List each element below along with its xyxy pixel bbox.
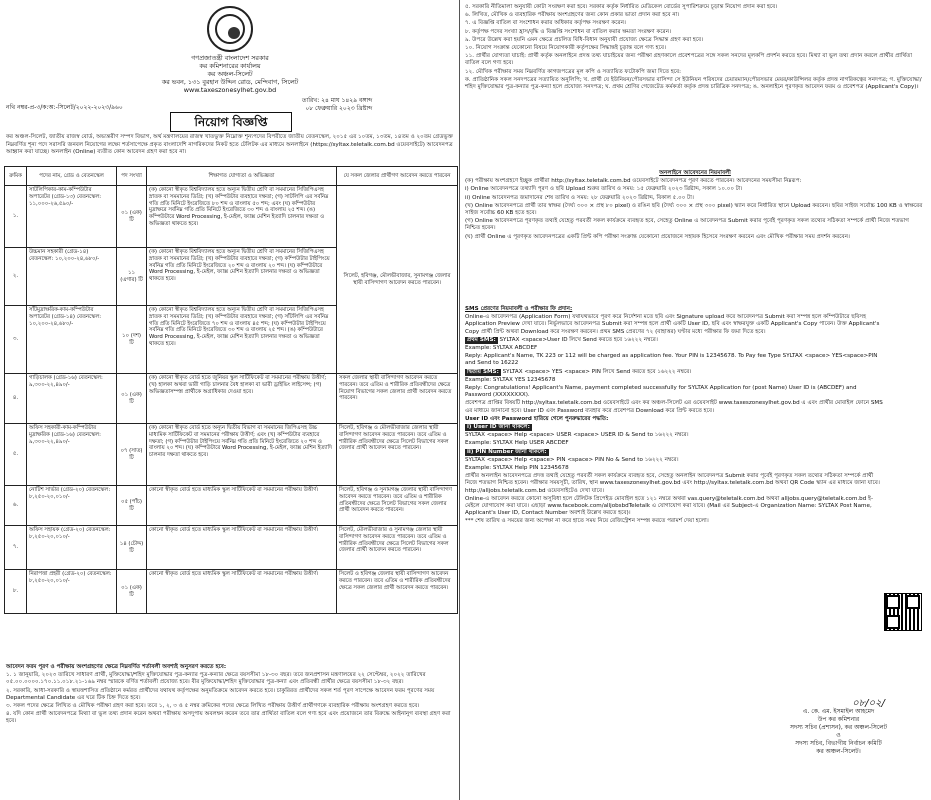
- row-districts: সিলেট, মৌলভীবাজার ও সুনামগঞ্জ জেলার স্থায়ী বাসিন্দাগণ আবেদন করতে পারবেন। তবে এতিম ও শারীরিক প্রতিবন্ধীদের ক্ষেত্রে সিলেট বিভাগের সকল জেলার প্রার্থী আবেদন করতে পারবেন।: [337, 526, 458, 570]
- row-qualification: (ক) কোনো স্বীকৃত বিশ্ববিদ্যালয় হতে অন্যূন দ্বিতীয় শ্রেণি বা সমমানের সিজিপিএসহ স্নাতক বা সমমানের ডিগ্রি; (খ) কম্পিউটার ব্যবহারে দক্ষতা; (গ) কম্পিউটার টাইপিংয়ে সর্বনিম্ন গতি প্রতি মিনিটে ইংরেজিতে ২০ শব্দ ও বাংলায় ২০ শব্দ। (ঘ) কম্পিউটারে Word Processing, ই-মেইল, ফ্যাক্স মেশিন ইত্যাদি চালনার দক্ষতা ও অভিজ্ঞতা থাকতে হবে।: [147, 248, 337, 306]
- term-item: ক. প্রাতিষ্ঠানিক সকল সনদপত্রের সত্যায়িত অনুলিপি; খ. প্রার্থী যে ইউনিয়ন/পৌরসভার বাসিন্দা সে ইউনিয়ন পরিষদের চেয়ারম্যান/পৌরসভার মেয়র/কাউন্সিলর কর্তৃক প্রদত্ত নাগরিকত্বের সনদপত্র; গ. মুক্তিযোদ্ধা/শহিদ মুক্তিযোদ্ধার পুত্র-কন্যার পুত্র-কন্যা হলে প্রযোজ্য সনদপত্র; ঘ. প্রথম শ্রেণির গেজেটেড কর্মকর্তা কর্তৃক প্রদত্ত চারিত্রিক সনদপত্র; ঙ. অনলাইনে পূরণকৃত আবেদন ফরম ও প্রবেশপত্র (Applicant's Copy)।: [465, 76, 922, 91]
- signatory-committee: সদস্য সচিব, বিভাগীয় নির্বাচন কমিটি: [795, 740, 882, 747]
- table-row: [5, 186, 458, 248]
- row-districts: সকল জেলার স্থায়ী বাসিন্দাগণ আবেদন করতে পারবেন। তবে এতিম ও শারীরিক প্রতিবন্ধীদের ক্ষেত্রে নিয়োগ বিভাগের সকল জেলার প্রার্থী আবেদন করতে পারবেন।: [337, 374, 458, 424]
- pin-recovery-command: SYLTAX <space> Help <space> PIN <space> PIN No & Send to ১৬২২২ নম্বরে।: [465, 456, 679, 463]
- conditions-section: [6, 664, 456, 727]
- row-count: ০৫ (পাঁচ) টি: [117, 486, 147, 526]
- general-terms: [465, 4, 925, 92]
- row-count: ১০ (দশ) টি: [117, 306, 147, 374]
- condition-item: ১. ১ জানুয়ারি, ২০২৩ তারিখে সাধারণ প্রার্থী, মুক্তিযোদ্ধা/শহিদ মুক্তিযোদ্ধার পুত্র-কন্যার পুত্র-কন্যার ক্ষেত্রে বয়সসীমা ১৮-৩০ বছর। তবে জনপ্রশাসন মন্ত্রণালয়ের ২২ সেপ্টেম্বর, ২০২২ তারিখের ০৫.০০.০০০০.১৭০.১১.০১৮.২১-১৬৯ নম্বর স্মারকে বর্ণিত শর্তাবলী প্রযোজ্য হবে। বীর মুক্তিযোদ্ধা/শহিদ মুক্তিযোদ্ধার পুত্র-কন্যা এবং প্রতিবন্ধী প্রার্থীর ক্ষেত্রে বয়সসীমা ১৮-৩২ বছর।: [6, 672, 426, 686]
- sms-intro: Online-এ আবেদনপত্র (Application Form) যথাযথভাবে পূরণ করে নির্দেশনা মতে ছবি এবং Signature upload করে আবেদনপত্র Submit করা সম্পন্ন হলে কম্পিউটারে ছবিসহ Application Preview দেখা যাবে। নির্ভুলভাবে আবেদনপত্র Submit করা সম্পন্ন হলে প্রার্থী একটি User ID, ছবি এবং স্বাক্ষরযুক্ত একটি Applicant's Copy পাবেন। উক্ত Applicant's Copy প্রার্থী প্রিন্ট অথবা Download করে সংরক্ষণ করবেন। প্রথম SMS প্রেরণের ৭২ (বাহাত্তর) ঘণ্টার মধ্যে পরীক্ষার ফি জমা দিতে হবে।: [465, 314, 880, 335]
- column-divider: [459, 0, 460, 800]
- term-item: ১০. নিয়োগ সংক্রান্ত যেকোনো বিষয়ে নিয়োগকারী কর্তৃপক্ষের সিদ্ধান্তই চূড়ান্ত বলে গণ্য হবে।: [465, 45, 666, 52]
- row-districts: সিলেট ও হবিগঞ্জ জেলার স্থায়ী বাসিন্দাগণ আবেদন করতে পারবেন। তবে এতিম ও শারীরিক প্রতিবন্ধীদের ক্ষেত্রে সকল জেলার প্রার্থী আবেদন করতে পারবেন।: [337, 570, 458, 614]
- sms-heading: SMS প্রেরণের নিয়মাবলী ও পরীক্ষার ফি প্রদান:: [465, 306, 573, 312]
- condition-item: ২. সরকারি, আধা-সরকারি ও স্বায়ত্তশাসিত প্রতিষ্ঠানে কর্মরত প্রার্থীদের যথাযথ কর্তৃপক্ষের অনুমতিক্রমে আবেদন করতে হবে। চাকুরিরত প্রার্থীদের সকল শর্ত পূরণ সাপেক্ষে আবেদন ফরম পূরণের সময় Departmental Candidate এর ঘরে টিক চিহ্ন দিতে হবে।: [6, 687, 435, 701]
- pin-recovery-example: Example: SYLTAX Help PIN 12345678: [465, 465, 569, 472]
- issue-date: [302, 97, 372, 113]
- row-qualification: (ক) কোনো স্বীকৃত বোর্ড হতে অন্যূন দ্বিতীয় বিভাগ বা সমমানের জিপিএসহ উচ্চ মাধ্যমিক সার্টিফিকেট বা সমমানের পরীক্ষায় উত্তীর্ণ; এবং (খ) কম্পিউটার ব্যবহারে দক্ষতা; (গ) কম্পিউটার টাইপিংয়ে সর্বনিম্ন গতি প্রতি মিনিটে ইংরেজিতে ২০ শব্দ ও বাংলায় ২০ শব্দ। (ঘ) কম্পিউটারে Word Processing, ই-মেইল, ফ্যাক্স মেশিন ইত্যাদি চালনার দক্ষতা থাকতে হবে।: [147, 424, 337, 486]
- signatory-role: সদস্য সচিব (প্রশাসন), কর অঞ্চল-সিলেট: [789, 724, 887, 731]
- row-serial: ৬.: [5, 486, 27, 526]
- table-row: [5, 570, 458, 614]
- row-count: ০১ (এক) টি: [117, 186, 147, 248]
- term-item: ৬. লিখিত, মৌখিক ও ব্যবহারিক পরীক্ষায় অংশগ্রহণের জন্য কোন প্রকার ভাতা প্রদান করা হবে না।: [465, 12, 680, 19]
- issue-date-english: ০৮ ফেব্রুয়ারি ২০২৩ খ্রিষ্টাব্দ: [305, 105, 373, 112]
- second-sms-label: দ্বিতীয় SMS:: [467, 368, 499, 375]
- row-count: ১৪ (চৌদ্দ) টি: [117, 526, 147, 570]
- userid-known-label: i) User ID জানা থাকলে:: [467, 424, 530, 431]
- row-serial: ১.: [5, 186, 27, 248]
- memo-number: নথি নম্বর-প্র-৩/ক:অ:-সিলেট/২০২২-২০২৩/৯৬০: [6, 104, 123, 111]
- col-header-districts: যে সকল জেলার প্রার্থীগণ আবেদন করতে পারবেন: [337, 167, 458, 186]
- row-serial: ৭.: [5, 526, 27, 570]
- signature-block: [751, 700, 926, 756]
- second-sms-example: Example: SYLTAX YES 12345678: [465, 376, 556, 383]
- second-sms-command: SYLTAX <space> YES <space> PIN লিখে Send করতে হবে ১৬২২২ নম্বরে।: [502, 368, 692, 375]
- row-post: সাটলিপিকার-কাম-কম্পিউটার অপারেটর (গ্রেড-১৩) বেতনস্কেল: ১১,০০০-২৬,৫৯০/-: [27, 186, 117, 248]
- govt-name: গণপ্রজাতন্ত্রী বাংলাদেশ সরকার: [191, 54, 269, 62]
- row-post: গাড়িচালক (গ্রেড-১৬) বেতনস্কেল: ৯,৩০০-২২,৪৯০/-: [27, 374, 117, 424]
- row-qualification: কোনো স্বীকৃত বোর্ড হতে মাধ্যমিক স্কুল সার্টিফিকেট বা সমমানের পরীক্ষায় উত্তীর্ণ।: [147, 570, 337, 614]
- intro-paragraph: কর অঞ্চল-সিলেট, জাতীয় রাজস্ব বোর্ড, অভ্যন্তরীণ সম্পদ বিভাগ, অর্থ মন্ত্রণালয়ের রাজস্ব খাতভুক্ত নিম্নোক্ত শূন্যপদের বিপরীতে জাতীয় বেতনস্কেল, ২০১৫ এর ১০তম, ১৩তম, ১৪তম ও ২০তম গ্রেডভুক্ত নিম্নবর্ণিত শূন্য পদে সরাসরি জনবল নিয়োগের লক্ষ্যে শর্তসাপেক্ষে প্রকৃত বাংলাদেশি নাগরিকদের নিকট হতে টেলিটক এর মাধ্যমে অনলাইনে (https://syltax.teletalk.com.bd ওয়েবসাইটে) আবেদনপত্র আহ্বান করা যাচ্ছে। অনলাইন (Online) ব্যতীত কোন আবেদন গ্রহণ করা হবে না।: [6, 134, 454, 155]
- office-website[interactable]: www.taxeszonesylhet.gov.bd: [183, 86, 277, 94]
- row-post: অফিস সহায়ক (গ্রেড-২০) বেতনস্কেল: ৮,২৫০-২০,০১০/-: [27, 526, 117, 570]
- office-zone: কর অঞ্চল-সিলেট: [207, 70, 253, 78]
- row-qualification: কোনো স্বীকৃত বোর্ড হতে মাধ্যমিক স্কুল সার্টিফিকেট বা সমমানের পরীক্ষায় উত্তীর্ণ।: [147, 486, 337, 526]
- row-post: উচ্চমান সহকারী (গ্রেড-১৪) বেতনস্কেল: ১০,২০০-২৪,৬৮০/-: [27, 248, 117, 306]
- row-qualification: কোনো স্বীকৃত বোর্ড হতে মাধ্যমিক স্কুল সার্টিফিকেট বা সমমানের পরীক্ষায় উত্তীর্ণ।: [147, 526, 337, 570]
- row-districts: সিলেট, হবিগঞ্জ ও সুনামগঞ্জ জেলার স্থায়ী বাসিন্দাগণ আবেদন করতে পারবেন। তবে এতিম ও শারীরিক প্রতিবন্ধীদের ক্ষেত্রে সিলেট বিভাগের সকল জেলার প্রার্থী আবেদন করতে পারবেন।: [337, 486, 458, 526]
- term-item: ৭. এ বিজ্ঞপ্তি বাতিল বা সংশোধন করার অধিকার কর্তৃপক্ষ সংরক্ষণ করেন।: [465, 20, 626, 27]
- term-item: ১২. মৌখিক পরীক্ষার সময় নিম্নবর্ণিত কাগজপত্রের মূল কপি ও সত্যায়িত ফটোকপি জমা দিতে হবে:: [465, 68, 682, 75]
- row-post: অফিস সহকারী-কাম-কম্পিউটার মুদ্রাক্ষরিক (গ্রেড-১৬) বেতনস্কেল: ৯,৩০০-২২,৪৯০/-: [27, 424, 117, 486]
- first-sms-label: প্রথম SMS:: [467, 336, 496, 343]
- online-rule: (ক) পরীক্ষায় অংশগ্রহণে ইচ্ছুক প্রার্থীরা http://syltax.teletalk.com.bd ওয়েবসাইটে আবেদনপত্র পূরণ করতে পারবেন। আবেদনের সময়সীমা নিম্নরূপ:: [465, 178, 802, 185]
- row-serial: ৫.: [5, 424, 27, 486]
- office-address: কর ভবন, ১৩১ বুরহান উদ্দিন রোড, মেন্দিবাগ, সিলেট: [161, 78, 299, 86]
- row-districts: সিলেট, হবিগঞ্জ, মৌলভীবাজার, সুনামগঞ্জ জেলার স্থায়ী বাসিন্দাগণ আবেদন করতে পারবেন।: [337, 186, 458, 374]
- online-application-rules: [465, 170, 925, 242]
- signatory-designation: উপ কর কমিশনার: [817, 716, 860, 723]
- online-rules-heading: অনলাইনে আবেদনের নিয়মাবলী: [659, 170, 731, 176]
- online-rule: ii) Online আবেদনপত্র জমাদানের শেষ তারিখ ও সময়: ২৮ ফেব্রুয়ারি ২০২৩ খ্রিষ্টাব্দ, বিকাল ৫.০০ টা।: [465, 194, 694, 201]
- row-qualification: (ক) কোনো স্বীকৃত বিশ্ববিদ্যালয় হতে অন্যূন দ্বিতীয় শ্রেণি বা সমমানের সিজিপিএসহ স্নাতক বা সমমানের ডিগ্রি; (খ) কম্পিউটার ব্যবহারে দক্ষতা; (গ) সাঁটলিপি এর সর্বনিম্ন গতি প্রতি মিনিটে ইংরেজিতে ৭০ শব্দ ও বাংলায় ৪৫ শব্দ; (ঘ) কম্পিউটার টাইপিংয়ে সর্বনিম্ন গতি প্রতি মিনিটে ইংরেজিতে ৩০ শব্দ ও বাংলায় ২৫ শব্দ। (ঙ) কম্পিউটারে Word Processing, ই-মেইল, ফ্যাক্স মেশিন ইত্যাদি চালনার দক্ষতা ও অভিজ্ঞতা থাকতে হবে।: [147, 306, 337, 374]
- condition-item: ৪. যদি কোন প্রার্থী আবেদনপত্রে মিথ্যা বা ভুল তথ্য প্রদান করেন অথবা পরীক্ষায় অসদুপায় অবলম্বন করেন তবে তার প্রার্থিতা বাতিল বলে গণ্য হবে এবং প্রয়োজনে তার বিরুদ্ধে আইনানুগ ব্যবস্থা গ্রহণ করা হবে।: [6, 711, 451, 725]
- row-count: ০১ (এক) টি: [117, 570, 147, 614]
- closing-note: *** শেষ তারিখ ও সময়ের জন্য অপেক্ষা না করে হাতে সময় নিয়ে রেজিস্ট্রেশন সম্পন্ন করতে পরামর্শ দেয়া হলো।: [465, 518, 709, 525]
- signature-mark: ০৮/০২/: [852, 698, 885, 709]
- signatory-and: ও: [836, 732, 841, 739]
- online-rule: (খ) Online আবেদনপত্রে প্রার্থী তার স্বাক্ষর (দৈর্ঘ্য ৩০০ × প্রস্থ ৮০ pixel) ও রঙিন ছবি (দৈর্ঘ্য ৩০০ × প্রস্থ ৩০০ pixel) স্ক্যান করে নির্ধারিত স্থানে Upload করবেন। ছবির সাইজ সর্বোচ্চ 100 KB ও স্বাক্ষরের সাইজ সর্বোচ্চ 60 KB হতে হবে।: [465, 202, 923, 217]
- admit-card-info: প্রবেশপত্র প্রাপ্তির বিষয়টি http://syltax.teletalk.com.bd ওয়েবসাইটে এবং কর অঞ্চল-সিলেট এর ওয়েবসাইট www.taxeszonesylhet.gov.bd এ এবং প্রার্থীর মোবাইল ফোনে SMS এর মাধ্যমে জানানো হবে। User ID এবং Password ব্যবহার করে প্রবেশপত্র Download করে প্রিন্ট করতে হবে।: [465, 400, 883, 414]
- pin-known-label: ii) PIN Number জানা থাকলে:: [467, 448, 547, 455]
- page-title: নিয়োগ বিজ্ঞপ্তি: [170, 112, 292, 132]
- row-count: ০১ (এক) টি: [117, 374, 147, 424]
- table-header-row: [5, 167, 458, 186]
- exam-schedule-notes: প্রার্থীর অনলাইন আবেদনপত্রে প্রদত্ত তথ্যই যেহেতু পরবর্তী সকল কার্যক্রমে ব্যবহৃত হবে, সেহেতু অনলাইন আবেদনপত্র Submit করার পূর্বেই পূরণকৃত সকল তথ্যের সঠিকতা সম্পর্কে প্রার্থী নিজে শতভাগ নিশ্চিত হবেন। পরীক্ষার সময়সূচী, তারিখ, স্থান www.taxeszonesylhet.gov.bd এবং http://syltax.teletalk.com.bd অথবা QR Code স্ক্যান এর মাধ্যমে জানা যাবে। http://alljobs.teletalk.com.bd ওয়েবসাইটেও দেখা যাবে।: [465, 473, 880, 494]
- term-item: ৫. সরকারি নীতিমালা অনুযায়ী কোটা সংরক্ষণ করা হবে। সরকার কর্তৃক নির্ধারিত মেডিকেল বোর্ডের সুপারিশক্রমে চূড়ান্ত নিয়োগ প্রদান করা হবে।: [465, 4, 778, 10]
- row-qualification: (ক) কোনো স্বীকৃত বোর্ড হতে জুনিয়র স্কুল সার্টিফিকেট বা সমমানের পরীক্ষায় উত্তীর্ণ; (খ) হালকা অথবা ভারী গাড়ি চালনার বৈধ হালকা বা ভারী ড্রাইভিং লাইসেন্স; (গ) অভিজ্ঞতাসম্পন্ন প্রার্থীকে অগ্রাধিকার দেওয়া হবে।: [147, 374, 337, 424]
- issue-date-bangla: তারিখ: ২৪ মাঘ ১৪২৯ বঙ্গাব্দ: [302, 97, 373, 104]
- table-row: [5, 374, 458, 424]
- row-districts: সিলেট, হবিগঞ্জ ও মৌলভীবাজার জেলার স্থায়ী বাসিন্দাগণ আবেদন করতে পারবেন। তবে এতিম ও শারীরিক প্রতিবন্ধীদের ক্ষেত্রে সিলেট বিভাগের সকল জেলার প্রার্থী আবেদন করতে পারবেন।: [337, 424, 458, 486]
- row-post: সাঁটমুদ্রাক্ষরিক-কাম-কম্পিউটার অপারেটর (গ্রেড-১৪) বেতনস্কেল: ১০,২০০-২৪,৬৮০/-: [27, 306, 117, 374]
- col-header-post: পদের নাম, গ্রেড ও বেতনস্কেল: [27, 167, 117, 186]
- qr-code-icon: [884, 593, 922, 631]
- row-count: ১১ (এগার) টি: [117, 248, 147, 306]
- helpline-info: Online-এ আবেদন করতে কোনো অসুবিধা হলে টেলিটক প্রিপেইড মোবাইল হতে ১২১ নম্বরে অথবা vas.query@teletalk.com.bd অথবা alljobs.query@teletalk.com.bd ই-মেইলে যোগাযোগ করা যাবে। এছাড়া www.facebook.com/alljobsbdTeletalk এ যোগাযোগ করা যাবে। (Mail এর Subject-এ Organization Name: SYLTAX Post Name, Applicant's User ID, Contact Number অবশ্যই উল্লেখ করতে হবে)।: [465, 495, 873, 517]
- row-post: নোটিশ সার্ভার (গ্রেড-২০) বেতনস্কেল: ৮,২৫০-২০,০১০/-: [27, 486, 117, 526]
- row-count: ০৭ (সাত) টি: [117, 424, 147, 486]
- col-header-qualification: শিক্ষাগত যোগ্যতা ও অভিজ্ঞতা: [147, 167, 337, 186]
- vacancy-table: [4, 166, 458, 614]
- row-serial: ৮.: [5, 570, 27, 614]
- row-serial: ৪.: [5, 374, 27, 424]
- col-header-serial: ক্রমিক: [5, 167, 27, 186]
- term-item: ১১. প্রার্থীর যোগ্যতা যাচাই: প্রার্থী কর্তৃক অনলাইনে প্রদত্ত তথ্য যাচাইয়ের জন্য পরীক্ষা গ্রহণকালে প্রবেশপত্রের সঙ্গে সকল সনদের মূলকপি প্রদর্শন করতে হবে। মিথ্যা বা ভুল তথ্য প্রদান করলে প্রার্থীর প্রার্থিতা বাতিল বলে গণ্য হবে।: [465, 53, 912, 67]
- office-name: কর কমিশনারের কার্যালয়: [199, 62, 261, 70]
- userid-recovery-example: Example: SYLTAX Help USER ABCDEF: [465, 440, 569, 447]
- conditions-heading: আবেদন ফরম পূরণ ও পরীক্ষায় অংশগ্রহণের ক্ষেত্রে নিম্নবর্ণিত শর্তাবলী অবশ্যই অনুসরণ করতে হবে:: [6, 664, 227, 670]
- second-sms-reply: Reply: Congratulations! Applicant's Name, payment completed successfully for SYLTAX Application for (post Name) User ID is (ABCDEF) and Password (XXXXXXXX).: [465, 385, 857, 399]
- first-sms-reply: Reply: Applicant's Name, TK 223 or 112 will be charged as application fee. Your PIN is 12345678. To Pay fee Type SYLTAX <space> YES<space>PIN and Send to 16222: [465, 353, 878, 367]
- condition-item: ৩. সকল পদের ক্ষেত্রে লিখিত ও মৌখিক পরীক্ষা গ্রহণ করা হবে। তবে ১, ২, ৩ ও ৫ নম্বর ক্রমিকের পদের ক্ষেত্রে লিখিত পরীক্ষায় উত্তীর্ণ প্রার্থীগণকে ব্যবহারিক পরীক্ষায় অংশগ্রহণ করতে হবে।: [6, 703, 420, 710]
- online-rule: (গ) Online আবেদনপত্রে পূরণকৃত তথ্যই যেহেতু পরবর্তী সকল কার্যক্রমে ব্যবহৃত হবে, সেহেতু Online এ আবেদনপত্র Submit করার পূর্বেই পূরণকৃত সকল তথ্যের সঠিকতা সম্পর্কে প্রার্থী নিজে শতভাগ নিশ্চিত হবেন।: [465, 218, 909, 232]
- government-emblem-icon: [207, 6, 253, 52]
- userid-recovery-command: SYLTAX <space> Help <space> USER <space> USER ID & Send to ১৬২২২ নম্বরে।: [465, 432, 689, 439]
- row-post: নিরাপত্তা প্রহরী (গ্রেড-২০) বেতনস্কেল: ৮,২৫০-২০,০১০/-: [27, 570, 117, 614]
- term-item: ৮. কর্তৃপক্ষ পদের সংখ্যা হ্রাস/বৃদ্ধি ও বিজ্ঞপ্তি সংশোধন বা বাতিল করার ক্ষমতা সংরক্ষণ করেন।: [465, 28, 672, 35]
- table-row: [5, 424, 458, 486]
- table-row: [5, 526, 458, 570]
- signatory-name: এ. কে. এম. ইসমাইল আহমেদ: [802, 708, 875, 715]
- row-serial: ২.: [5, 248, 27, 306]
- signatory-office: কর অঞ্চল-সিলেট।: [816, 748, 861, 755]
- sms-rules: [465, 306, 883, 527]
- row-qualification: (ক) কোনো স্বীকৃত বিশ্ববিদ্যালয় হতে অন্যূন দ্বিতীয় শ্রেণি বা সমমানের সিজিপিএসহ স্নাতক বা সমমানের ডিগ্রি; (খ) কম্পিউটার ব্যবহারে দক্ষতা; (গ) সাটলিপি এর সর্বনিম্ন গতি প্রতি মিনিটে ইংরেজিতে ৮০ শব্দ ও বাংলায় ৫০ শব্দ; এবং (ঘ) কম্পিউটার মুদ্রাক্ষরে সর্বনিম্ন গতি প্রতি মিনিটে ইংরেজিতে ৩০ শব্দ ও বাংলায় ২৫ শব্দ। (ঙ) কম্পিউটারে Word Processing, ই-মেইল, ফ্যাক্স মেশিন ইত্যাদি চালনার দক্ষতা ও অভিজ্ঞতা থাকতে হবে।: [147, 186, 337, 248]
- recovery-heading: User ID এবং Password হারিয়ে গেলে পুনরুদ্ধারের পদ্ধতি:: [465, 415, 609, 422]
- col-header-count: পদ সংখ্যা: [117, 167, 147, 186]
- table-row: [5, 486, 458, 526]
- online-rule: i) Online আবেদনপত্রে তথ্যাদি পূরণ ও ছবি Upload শুরুর তারিখ ও সময়: ১৫ ফেব্রুয়ারি ২০২৩ খ্রিষ্টাব্দ, সকাল ১০.০০ টা।: [465, 186, 743, 193]
- row-serial: ৩.: [5, 306, 27, 374]
- online-rule: (ঘ) প্রার্থী Online এ পূরণকৃত আবেদনপত্রের একটি প্রিন্ট কপি পরীক্ষা সংক্রান্ত যেকোনো প্রয়োজনে সহায়ক হিসেবে সংরক্ষণ করবেন এবং মৌখিক পরীক্ষার সময় প্রদর্শন করবেন।: [465, 233, 850, 240]
- term-item: ৯. উপরে উল্লেখ করা হয়নি এমন ক্ষেত্রে প্রচলিত বিধি-বিধান অনুযায়ী প্রযোজ্য ক্ষেত্রে সিদ্ধান্ত গ্রহণ করা হবে।: [465, 36, 704, 43]
- first-sms-command: SYLTAX <space>User ID লিখে Send করতে হবে ১৬২২২ নম্বরে।: [499, 336, 658, 343]
- first-sms-example: Example: SYLTAX ABCDEF: [465, 345, 538, 352]
